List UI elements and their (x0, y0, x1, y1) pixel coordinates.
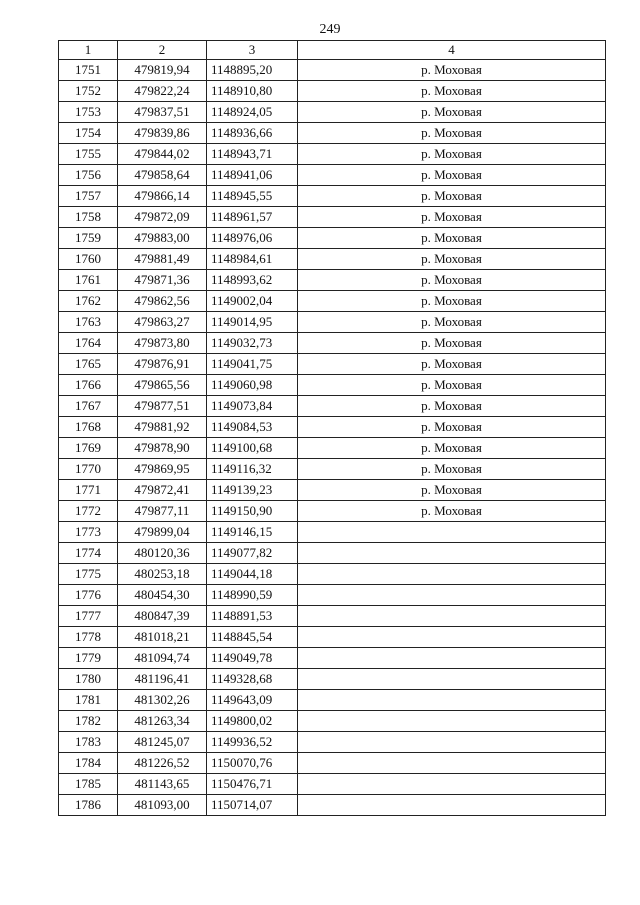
y-coordinate-cell: 1148895,20 (207, 60, 298, 81)
description-cell: р. Моховая (298, 270, 606, 291)
y-coordinate-cell: 1150476,71 (207, 774, 298, 795)
y-coordinate-cell: 1148891,53 (207, 606, 298, 627)
description-cell: р. Моховая (298, 396, 606, 417)
table-row (59, 543, 606, 564)
description-cell: р. Моховая (298, 501, 606, 522)
point-number-cell: 1763 (59, 312, 118, 333)
point-number-cell: 1782 (59, 711, 118, 732)
point-number-cell: 1770 (59, 459, 118, 480)
point-number-cell: 1773 (59, 522, 118, 543)
description-cell: р. Моховая (298, 186, 606, 207)
table-row (59, 333, 606, 354)
x-coordinate-cell: 481226,52 (118, 753, 207, 774)
x-coordinate-cell: 479899,04 (118, 522, 207, 543)
x-coordinate-cell: 481094,74 (118, 648, 207, 669)
point-number-cell: 1783 (59, 732, 118, 753)
y-coordinate-cell: 1149800,02 (207, 711, 298, 732)
y-coordinate-cell: 1148941,06 (207, 165, 298, 186)
description-cell: р. Моховая (298, 144, 606, 165)
x-coordinate-cell: 479869,95 (118, 459, 207, 480)
point-number-cell: 1766 (59, 375, 118, 396)
description-cell (298, 585, 606, 606)
table-row (59, 732, 606, 753)
point-number-cell: 1786 (59, 795, 118, 816)
point-number-cell: 1756 (59, 165, 118, 186)
table-row (59, 60, 606, 81)
point-number-cell: 1785 (59, 774, 118, 795)
x-coordinate-cell: 479877,51 (118, 396, 207, 417)
x-coordinate-cell: 481245,07 (118, 732, 207, 753)
description-cell: р. Моховая (298, 459, 606, 480)
description-cell: р. Моховая (298, 354, 606, 375)
x-coordinate-cell: 479858,64 (118, 165, 207, 186)
y-coordinate-cell: 1148943,71 (207, 144, 298, 165)
y-coordinate-cell: 1148984,61 (207, 249, 298, 270)
description-cell: р. Моховая (298, 249, 606, 270)
description-cell (298, 774, 606, 795)
table-row (59, 564, 606, 585)
x-coordinate-cell: 479822,24 (118, 81, 207, 102)
page-number: 249 (319, 22, 341, 37)
description-cell: р. Моховая (298, 81, 606, 102)
x-coordinate-cell: 481093,00 (118, 795, 207, 816)
point-number-cell: 1765 (59, 354, 118, 375)
x-coordinate-cell: 479844,02 (118, 144, 207, 165)
table-row (59, 606, 606, 627)
y-coordinate-cell: 1148976,06 (207, 228, 298, 249)
x-coordinate-cell: 479872,41 (118, 480, 207, 501)
table-row (59, 480, 606, 501)
point-number-cell: 1762 (59, 291, 118, 312)
point-number-cell: 1774 (59, 543, 118, 564)
point-number-cell: 1767 (59, 396, 118, 417)
x-coordinate-cell: 479837,51 (118, 102, 207, 123)
x-coordinate-cell: 479871,36 (118, 270, 207, 291)
column-header-4: 4 (298, 41, 606, 60)
x-coordinate-cell: 481143,65 (118, 774, 207, 795)
y-coordinate-cell: 1149014,95 (207, 312, 298, 333)
table-row (59, 375, 606, 396)
description-cell (298, 753, 606, 774)
point-number-cell: 1752 (59, 81, 118, 102)
y-coordinate-cell: 1149146,15 (207, 522, 298, 543)
x-coordinate-cell: 479872,09 (118, 207, 207, 228)
x-coordinate-cell: 480454,30 (118, 585, 207, 606)
x-coordinate-cell: 480847,39 (118, 606, 207, 627)
description-cell (298, 690, 606, 711)
point-number-cell: 1778 (59, 627, 118, 648)
table-body (59, 60, 606, 816)
point-number-cell: 1761 (59, 270, 118, 291)
description-cell (298, 543, 606, 564)
table-row (59, 81, 606, 102)
description-cell: р. Моховая (298, 438, 606, 459)
y-coordinate-cell: 1149328,68 (207, 669, 298, 690)
y-coordinate-cell: 1149084,53 (207, 417, 298, 438)
point-number-cell: 1764 (59, 333, 118, 354)
point-number-cell: 1769 (59, 438, 118, 459)
description-cell: р. Моховая (298, 375, 606, 396)
table-row (59, 102, 606, 123)
table-row (59, 312, 606, 333)
point-number-cell: 1760 (59, 249, 118, 270)
y-coordinate-cell: 1149643,09 (207, 690, 298, 711)
point-number-cell: 1757 (59, 186, 118, 207)
x-coordinate-cell: 480253,18 (118, 564, 207, 585)
point-number-cell: 1758 (59, 207, 118, 228)
table-row (59, 249, 606, 270)
table-row (59, 144, 606, 165)
point-number-cell: 1753 (59, 102, 118, 123)
y-coordinate-cell: 1149060,98 (207, 375, 298, 396)
column-header-1: 1 (59, 41, 118, 60)
description-cell (298, 522, 606, 543)
point-number-cell: 1772 (59, 501, 118, 522)
table-row (59, 291, 606, 312)
table-header-row (59, 41, 606, 60)
description-cell: р. Моховая (298, 60, 606, 81)
x-coordinate-cell: 479839,86 (118, 123, 207, 144)
point-number-cell: 1771 (59, 480, 118, 501)
column-header-2: 2 (118, 41, 207, 60)
y-coordinate-cell: 1150070,76 (207, 753, 298, 774)
point-number-cell: 1777 (59, 606, 118, 627)
description-cell: р. Моховая (298, 333, 606, 354)
x-coordinate-cell: 479881,92 (118, 417, 207, 438)
description-cell (298, 669, 606, 690)
table-row (59, 501, 606, 522)
x-coordinate-cell: 479878,90 (118, 438, 207, 459)
y-coordinate-cell: 1148990,59 (207, 585, 298, 606)
description-cell (298, 564, 606, 585)
description-cell (298, 627, 606, 648)
y-coordinate-cell: 1148945,55 (207, 186, 298, 207)
y-coordinate-cell: 1148910,80 (207, 81, 298, 102)
y-coordinate-cell: 1149002,04 (207, 291, 298, 312)
table-row (59, 354, 606, 375)
description-cell: р. Моховая (298, 165, 606, 186)
description-cell: р. Моховая (298, 102, 606, 123)
description-cell: р. Моховая (298, 207, 606, 228)
x-coordinate-cell: 481302,26 (118, 690, 207, 711)
y-coordinate-cell: 1149032,73 (207, 333, 298, 354)
table-row (59, 753, 606, 774)
description-cell: р. Моховая (298, 312, 606, 333)
y-coordinate-cell: 1149936,52 (207, 732, 298, 753)
table-row (59, 669, 606, 690)
y-coordinate-cell: 1149150,90 (207, 501, 298, 522)
table-row (59, 711, 606, 732)
table-row (59, 459, 606, 480)
column-header-3: 3 (207, 41, 298, 60)
table-row (59, 207, 606, 228)
y-coordinate-cell: 1149044,18 (207, 564, 298, 585)
description-cell: р. Моховая (298, 417, 606, 438)
point-number-cell: 1776 (59, 585, 118, 606)
description-cell (298, 711, 606, 732)
point-number-cell: 1754 (59, 123, 118, 144)
coordinates-table (58, 40, 606, 816)
y-coordinate-cell: 1150714,07 (207, 795, 298, 816)
x-coordinate-cell: 479877,11 (118, 501, 207, 522)
x-coordinate-cell: 479862,56 (118, 291, 207, 312)
point-number-cell: 1755 (59, 144, 118, 165)
point-number-cell: 1781 (59, 690, 118, 711)
table-row (59, 648, 606, 669)
table-row (59, 438, 606, 459)
point-number-cell: 1759 (59, 228, 118, 249)
x-coordinate-cell: 479876,91 (118, 354, 207, 375)
x-coordinate-cell: 479883,00 (118, 228, 207, 249)
table-row (59, 522, 606, 543)
x-coordinate-cell: 479873,80 (118, 333, 207, 354)
x-coordinate-cell: 480120,36 (118, 543, 207, 564)
y-coordinate-cell: 1148845,54 (207, 627, 298, 648)
table-row (59, 585, 606, 606)
y-coordinate-cell: 1149041,75 (207, 354, 298, 375)
point-number-cell: 1775 (59, 564, 118, 585)
x-coordinate-cell: 479865,56 (118, 375, 207, 396)
x-coordinate-cell: 479881,49 (118, 249, 207, 270)
y-coordinate-cell: 1149116,32 (207, 459, 298, 480)
y-coordinate-cell: 1148993,62 (207, 270, 298, 291)
x-coordinate-cell: 479866,14 (118, 186, 207, 207)
x-coordinate-cell: 479819,94 (118, 60, 207, 81)
y-coordinate-cell: 1149139,23 (207, 480, 298, 501)
table-row (59, 774, 606, 795)
table-row (59, 627, 606, 648)
description-cell: р. Моховая (298, 291, 606, 312)
point-number-cell: 1780 (59, 669, 118, 690)
table-row (59, 690, 606, 711)
description-cell (298, 606, 606, 627)
x-coordinate-cell: 481018,21 (118, 627, 207, 648)
x-coordinate-cell: 479863,27 (118, 312, 207, 333)
x-coordinate-cell: 481196,41 (118, 669, 207, 690)
table-row (59, 396, 606, 417)
table-row (59, 123, 606, 144)
y-coordinate-cell: 1148961,57 (207, 207, 298, 228)
description-cell (298, 795, 606, 816)
point-number-cell: 1784 (59, 753, 118, 774)
y-coordinate-cell: 1149100,68 (207, 438, 298, 459)
table-row (59, 165, 606, 186)
description-cell: р. Моховая (298, 480, 606, 501)
point-number-cell: 1751 (59, 60, 118, 81)
table-row (59, 270, 606, 291)
description-cell: р. Моховая (298, 123, 606, 144)
table-row (59, 228, 606, 249)
description-cell (298, 732, 606, 753)
point-number-cell: 1779 (59, 648, 118, 669)
y-coordinate-cell: 1149049,78 (207, 648, 298, 669)
description-cell: р. Моховая (298, 228, 606, 249)
description-cell (298, 648, 606, 669)
y-coordinate-cell: 1149077,82 (207, 543, 298, 564)
point-number-cell: 1768 (59, 417, 118, 438)
table-row (59, 795, 606, 816)
table-row (59, 417, 606, 438)
y-coordinate-cell: 1149073,84 (207, 396, 298, 417)
y-coordinate-cell: 1148936,66 (207, 123, 298, 144)
x-coordinate-cell: 481263,34 (118, 711, 207, 732)
table-row (59, 186, 606, 207)
y-coordinate-cell: 1148924,05 (207, 102, 298, 123)
